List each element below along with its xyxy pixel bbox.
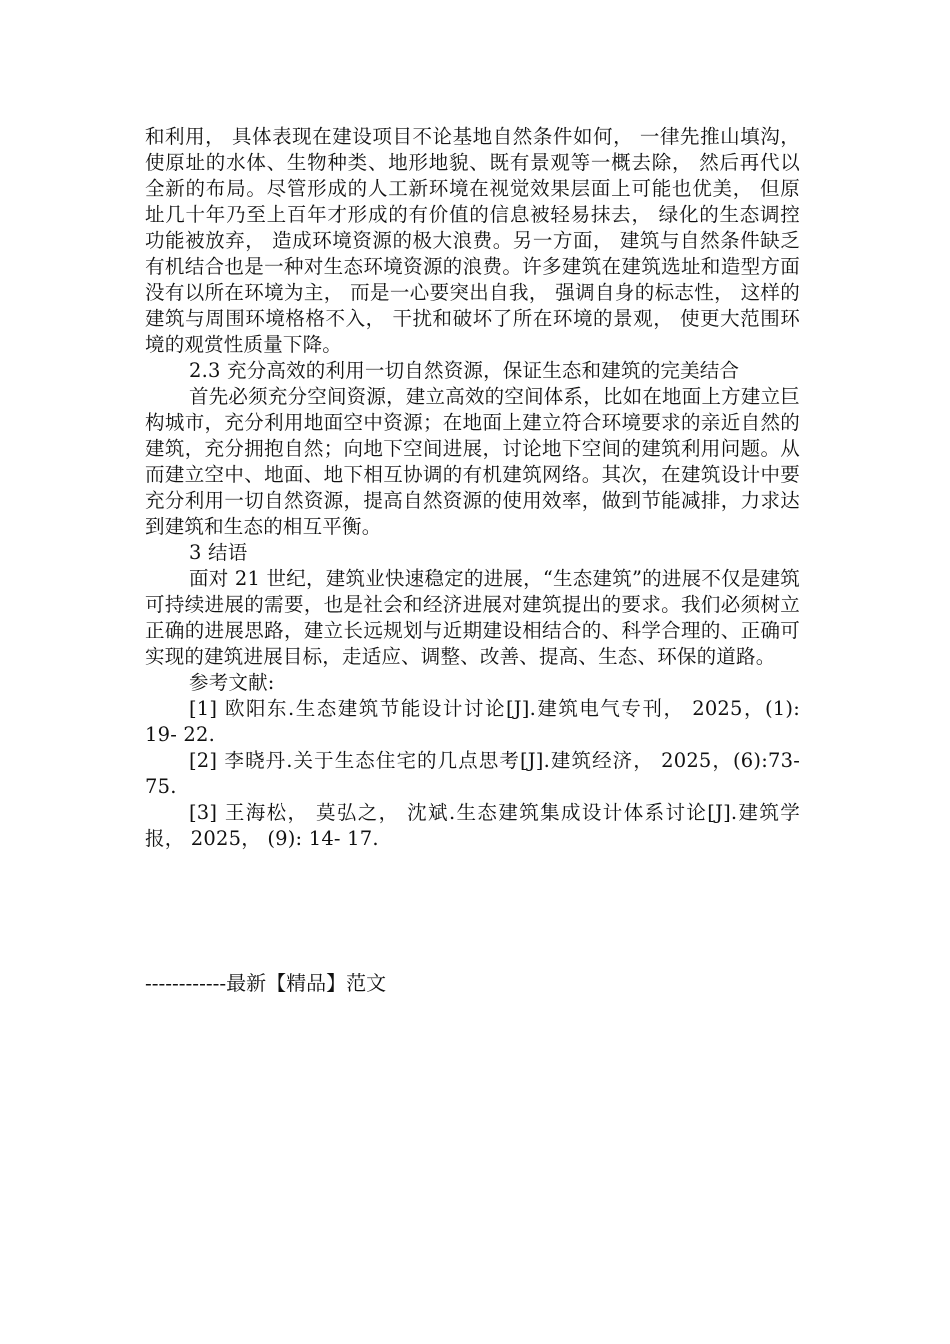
section-heading-2-3: 2.3 充分高效的利用一切自然资源，保证生态和建筑的完美结合 [189, 359, 740, 382]
document-body [145, 124, 800, 852]
footer-banner: ------------最新【精品】范文 [145, 971, 387, 995]
reference-item-1: [1] 欧阳东.生态建筑节能设计讨论[J].建筑电气专刊， 2025，(1): 19- 22. [145, 697, 800, 746]
reference-item-3: [3] 王海松， 莫弘之， 沈斌.生态建筑集成设计体系讨论[J].建筑学报， 2025， (9): 14- 17. [145, 801, 800, 850]
references-heading: 参考文献: [189, 671, 275, 694]
reference-item-2: [2] 李晓丹.关于生态住宅的几点思考[J].建筑经济， 2025，(6):73- 75. [145, 749, 800, 798]
body-paragraph-2-3: 首先必须充分空间资源，建立高效的空间体系，比如在地面上方建立巨构城市，充分利用地面空中资源；在地面上建立符合环境要求的亲近自然的建筑，充分拥抱自然；向地下空间进展，讨论地下空间的建筑利用问题。从而建立空中、地面、地下相互协调的有机建筑网络。其次，在建筑设计中要充分利用一切自然资源，提高自然资源的使用效率，做到节能减排，力求达到建筑和生态的相互平衡。 [145, 385, 800, 538]
body-paragraph-continued: 和利用， 具体表现在建设项目不论基地自然条件如何， 一律先推山填沟， 使原址的水体、生物种类、地形地貌、既有景观等一概去除， 然后再代以全新的布局。尽管形成的人工新环境在视觉效果层面上可能也优美， 但原址几十年乃至上百年才形成的有价值的信息被轻易抹去， 绿化的生态调控功能被放弃， 造成环境资源的极大浪费。另一方面， 建筑与自然条件缺乏有机结合也是一种对生态环境资源的浪费。许多建筑在建筑选址和造型方面没有以所在环境为主， 而是一心要突出自我， 强调自身的标志性， 这样的建筑与周围环境格格不入， 干扰和破坏了所在环境的景观， 使更大范围环境的观赏性质量下降。 [145, 125, 800, 356]
section-heading-conclusion: 3 结语 [189, 541, 248, 564]
body-paragraph-conclusion: 面对 21 世纪，建筑业快速稳定的进展，“生态建筑”的进展不仅是建筑可持续进展的需要，也是社会和经济进展对建筑提出的要求。我们必须树立正确的进展思路，建立长远规划与近期建设相结合的、科学合理的、正确可实现的建筑进展目标，走适应、调整、改善、提高、生态、环保的道路。 [145, 567, 800, 668]
